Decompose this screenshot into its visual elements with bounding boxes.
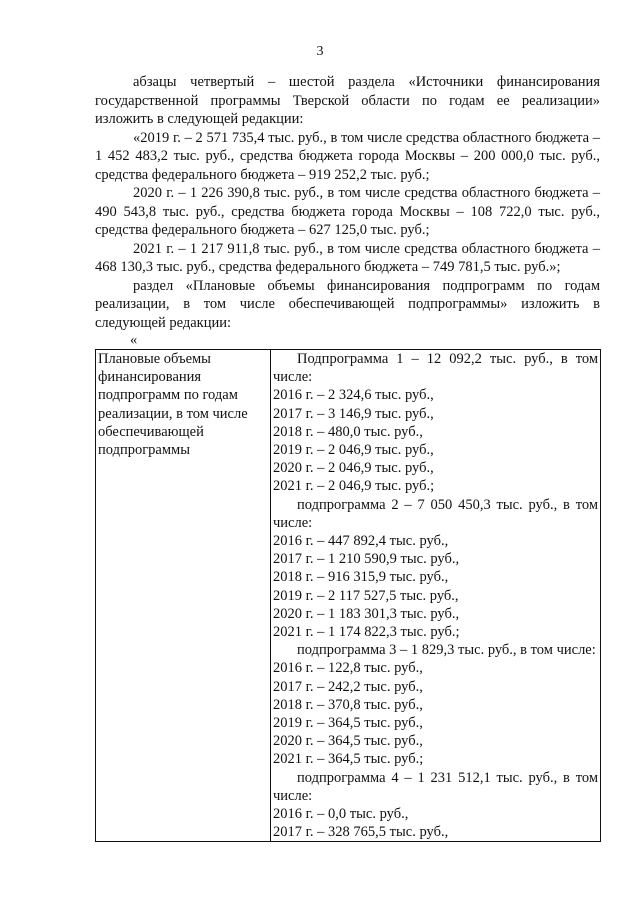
intro-paragraph: 2021 г. – 1 217 911,8 тыс. руб., в том числе средства областного бюджета – 468 130,3 тыс. руб., средства федерального бюджета – 749 781,5 тыс. руб.»; — [95, 240, 600, 275]
year-line: 2019 г. – 364,5 тыс. руб., — [273, 715, 423, 732]
year-line: 2019 г. – 2 046,9 тыс. руб., — [273, 442, 434, 459]
page-number: 3 — [316, 44, 324, 59]
year-line: 2020 г. – 364,5 тыс. руб., — [273, 733, 423, 750]
year-line: 2016 г. – 2 324,6 тыс. руб., — [273, 387, 434, 404]
intro-paragraph: 2020 г. – 1 226 390,8 тыс. руб., в том числе средства областного бюджета – 490 543,8 тыс. руб., средства бюджета города Москвы – 108 722,0 тыс. руб., средства федерального бюджета – 627 125,0 тыс. руб.; — [95, 185, 600, 238]
label-line: обеспечивающей — [98, 423, 204, 440]
year-line: 2016 г. – 447 892,4 тыс. руб., — [273, 533, 449, 550]
year-line: 2020 г. – 1 183 301,3 тыс. руб., — [273, 605, 460, 622]
year-line: 2018 г. – 480,0 тыс. руб., — [273, 423, 423, 440]
year-line: 2019 г. – 2 117 527,5 тыс. руб., — [273, 587, 459, 604]
year-line: 2020 г. – 2 046,9 тыс. руб., — [273, 460, 434, 477]
subprogram-heading: подпрограмма 4 – 1 231 512,1 тыс. руб., в том числе: — [273, 769, 598, 804]
year-line: 2021 г. – 2 046,9 тыс. руб.; — [273, 478, 435, 495]
label-line: подпрограммы — [98, 442, 190, 459]
intro-paragraph: «2019 г. – 2 571 735,4 тыс. руб., в том числе средства областного бюджета – 1 452 483,2 тыс. руб., средства бюджета города Москвы – 200 000,0 тыс. руб., средства федерального бюджета – 919 252,2 тыс. руб.; — [95, 129, 600, 183]
year-line: 2018 г. – 916 315,9 тыс. руб., — [273, 569, 449, 586]
label-line: финансирования — [98, 369, 202, 386]
year-line: 2017 г. – 1 210 590,9 тыс. руб., — [273, 551, 460, 568]
label-line: реализации, в том числе — [98, 405, 248, 422]
intro-paragraph: абзацы четвертый – шестой раздела «Источники финансирования государственной программы Тверской области по годам ее реализации» изложить в следующей редакции: — [95, 74, 600, 127]
opening-quote-mark: « — [130, 332, 138, 348]
subprogram-block — [273, 350, 598, 496]
label-line: подпрограмм по годам — [98, 387, 238, 404]
subprogram-heading: подпрограмма 2 – 7 050 450,3 тыс. руб., в том числе: — [273, 496, 598, 531]
subprogram-heading: Подпрограмма 1 – 12 092,2 тыс. руб., в том числе: — [273, 351, 598, 386]
year-line: 2021 г. – 364,5 тыс. руб.; — [273, 751, 424, 768]
subprogram-block — [273, 641, 598, 768]
year-line: 2017 г. – 3 146,9 тыс. руб., — [273, 405, 434, 422]
values-cell — [271, 350, 601, 842]
year-line: 2016 г. – 0,0 тыс. руб., — [273, 806, 409, 823]
subprogram-heading: подпрограмма 3 – 1 829,3 тыс. руб., в том числе: — [297, 642, 596, 659]
year-line: 2017 г. – 328 765,5 тыс. руб., — [273, 824, 449, 841]
year-line: 2016 г. – 122,8 тыс. руб., — [273, 660, 423, 677]
year-line: 2017 г. – 242,2 тыс. руб., — [273, 678, 423, 695]
subprogram-block — [273, 769, 598, 842]
year-line: 2018 г. – 370,8 тыс. руб., — [273, 696, 423, 713]
table-row — [96, 350, 601, 842]
label-line: Плановые объемы — [98, 351, 211, 367]
intro-paragraph: раздел «Плановые объемы финансирования подпрограмм по годам реализации, в том числе обеспечивающей подпрограммы» изложить в следующей редакции: — [95, 277, 600, 331]
year-line: 2021 г. – 1 174 822,3 тыс. руб.; — [273, 624, 460, 641]
subprogram-block — [273, 496, 598, 642]
label-cell — [96, 350, 271, 842]
financing-table — [95, 349, 601, 842]
intro-text — [95, 73, 600, 332]
